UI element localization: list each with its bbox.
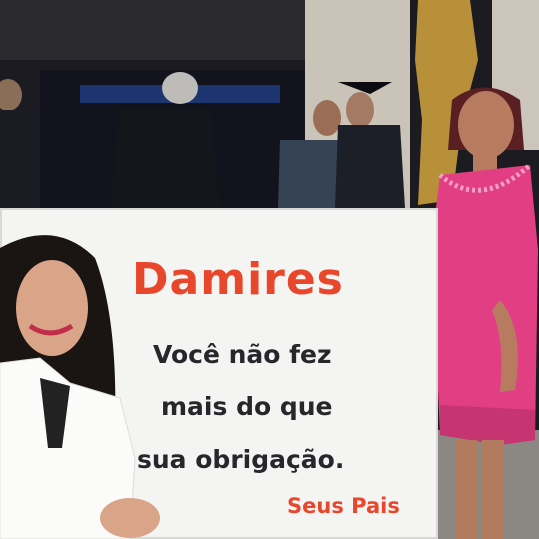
banner-message-line-1: Você não fez [153, 340, 332, 369]
graduate-head [346, 92, 374, 128]
woman-neck [473, 152, 497, 172]
man-dark-suit [110, 110, 220, 210]
woman-face [458, 91, 514, 159]
portrait-hand [100, 498, 160, 538]
banner-message-line-3: sua obrigação. [137, 445, 345, 474]
man-center-head [313, 100, 341, 136]
portrait-face [16, 260, 88, 356]
banner-message-line-2: mais do que [161, 392, 333, 421]
ceiling [0, 0, 310, 60]
woman-leg-right [482, 440, 504, 539]
woman-leg-left [455, 440, 477, 539]
banner-signature: Seus Pais [287, 494, 400, 518]
banner-name: Damires [132, 254, 344, 305]
graduate-gown [335, 125, 405, 208]
man-gray-hair [162, 72, 198, 104]
person-left-body [0, 110, 40, 210]
pink-dress [432, 165, 538, 445]
